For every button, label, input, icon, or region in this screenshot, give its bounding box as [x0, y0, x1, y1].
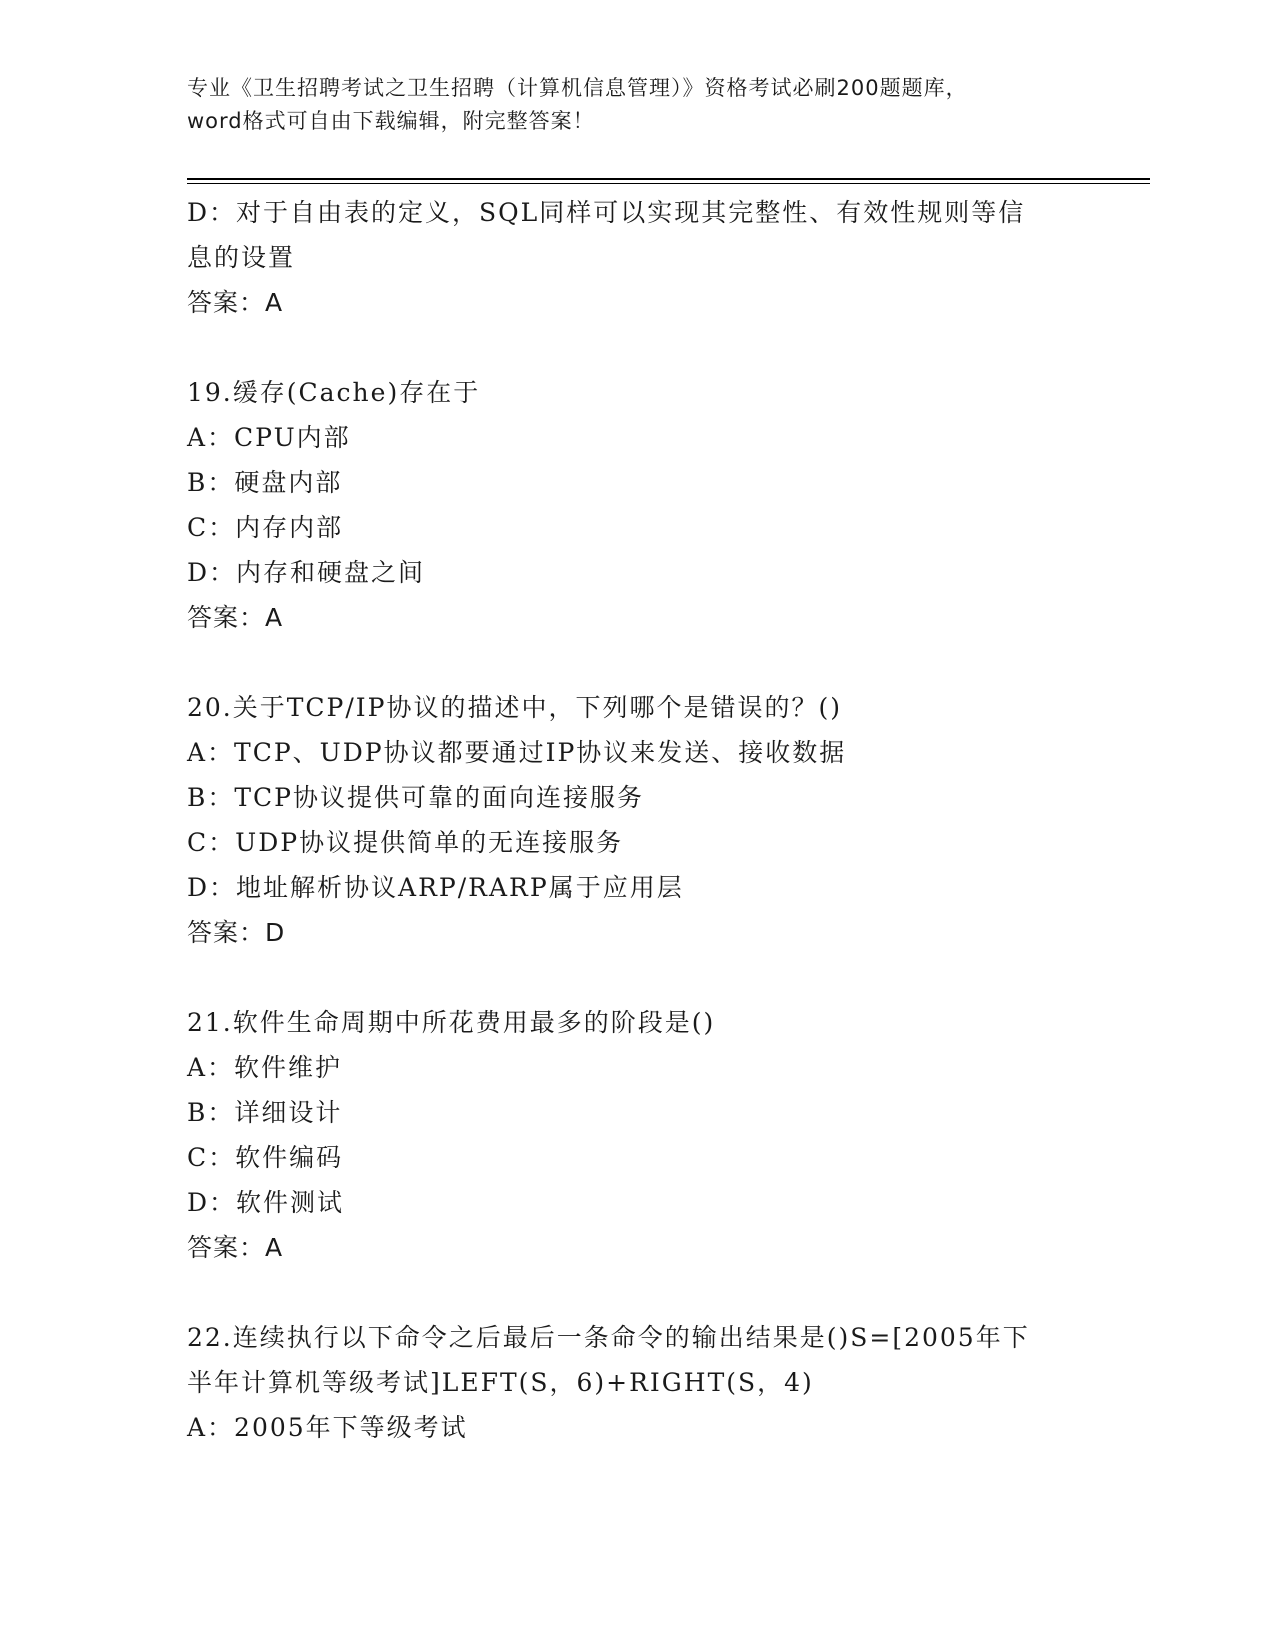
- header-title-line-1: 专业《卫生招聘考试之卫生招聘（计算机信息管理）》资格考试必刷200题题库，: [187, 76, 968, 100]
- option-d-line-1: D：对于自由表的定义，SQL同样可以实现其完整性、有效性规则等信: [187, 198, 1026, 227]
- option-a: A：2005年下等级考试: [187, 1413, 468, 1442]
- question-stem-22-line-2: 半年计算机等级考试]LEFT(S，6)+RIGHT(S，4): [187, 1368, 814, 1397]
- answer-label: 答案：A: [187, 603, 284, 632]
- header-title-line-2: word格式可自由下载编辑，附完整答案！: [187, 109, 595, 133]
- answer-label: 答案：A: [187, 1233, 284, 1262]
- answer-label: 答案：D: [187, 918, 286, 947]
- spacer: [187, 955, 1087, 1000]
- option-d: D：内存和硬盘之间: [187, 558, 426, 587]
- option-b: B：详细设计: [187, 1098, 343, 1127]
- option-d-line-2: 息的设置: [187, 243, 296, 272]
- document-header: [187, 72, 1087, 138]
- option-b: B：TCP协议提供可靠的面向连接服务: [187, 783, 644, 812]
- spacer: [187, 325, 1087, 370]
- option-c: C：内存内部: [187, 513, 344, 542]
- option-d: D：地址解析协议ARP/RARP属于应用层: [187, 873, 684, 902]
- answer-label: 答案：A: [187, 288, 284, 317]
- option-d: D：软件测试: [187, 1188, 345, 1217]
- option-a: A：软件维护: [187, 1053, 343, 1082]
- spacer: [187, 1270, 1087, 1315]
- question-stem-21: 21.软件生命周期中所花费用最多的阶段是(): [187, 1008, 716, 1037]
- option-a: A：TCP、UDP协议都要通过IP协议来发送、接收数据: [187, 738, 847, 767]
- option-b: B：硬盘内部: [187, 468, 343, 497]
- spacer: [187, 640, 1087, 685]
- header-divider-thin: [187, 183, 1150, 184]
- header-divider-thick: [187, 178, 1150, 180]
- option-c: C：UDP协议提供简单的无连接服务: [187, 828, 624, 857]
- question-content: [187, 190, 1087, 1450]
- question-stem-19: 19.缓存(Cache)存在于: [187, 378, 481, 407]
- option-c: C：软件编码: [187, 1143, 344, 1172]
- question-stem-20: 20.关于TCP/IP协议的描述中，下列哪个是错误的？(): [187, 693, 843, 722]
- question-stem-22-line-1: 22.连续执行以下命令之后最后一条命令的输出结果是()S=[2005年下: [187, 1323, 1030, 1352]
- option-a: A：CPU内部: [187, 423, 351, 452]
